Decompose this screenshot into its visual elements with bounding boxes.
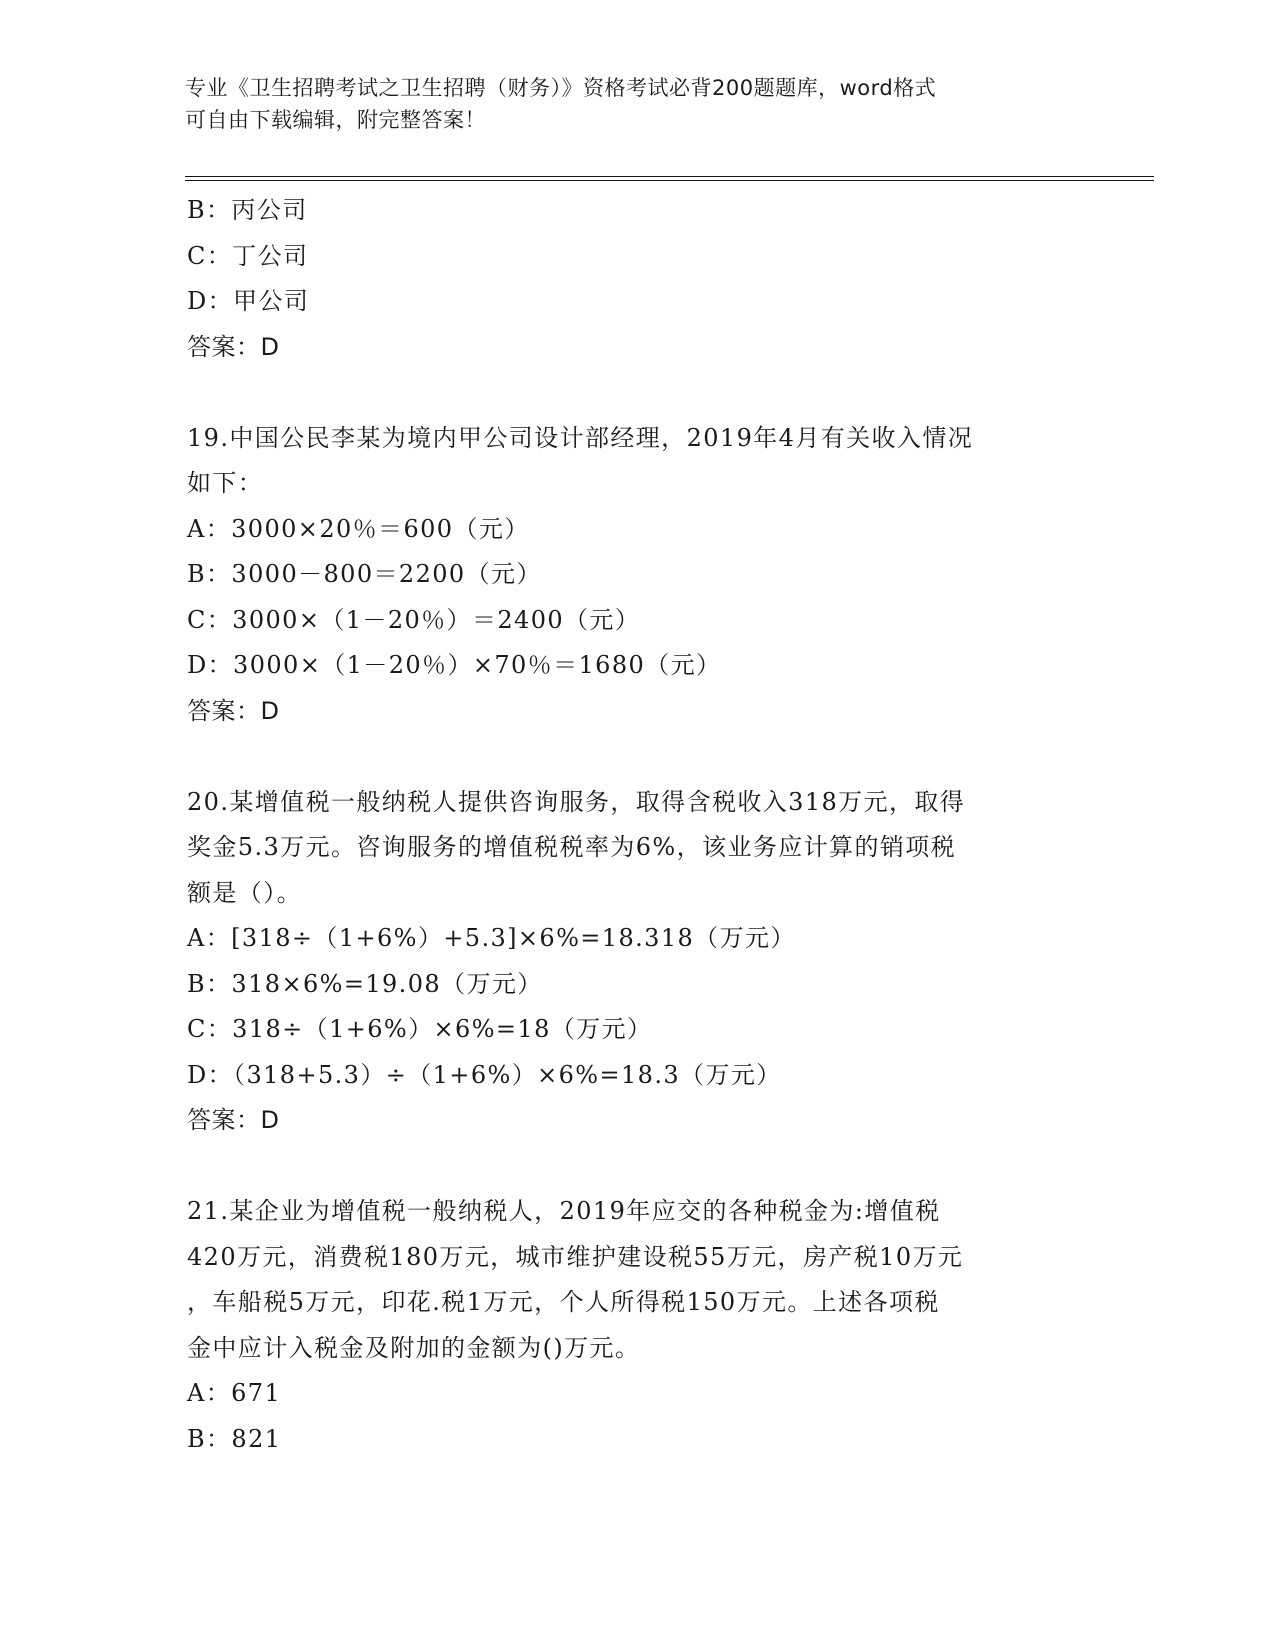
document-body — [187, 188, 1087, 1462]
spacer — [187, 1144, 1087, 1190]
spacer — [187, 370, 1087, 416]
question-text-line: 21.某企业为增值税一般纳税人，2019年应交的各种税金为:增值税 — [187, 1197, 941, 1225]
option-c: C：3000×（1－20％）＝2400（元） — [187, 605, 641, 634]
header-divider-bottom — [185, 180, 1154, 181]
question-21 — [187, 1189, 1087, 1462]
header-line-1: 专业《卫生招聘考试之卫生招聘（财务）》资格考试必背200题题库，word格式 — [185, 76, 937, 100]
header-line-2: 可自由下载编辑，附完整答案！ — [185, 108, 486, 132]
option-d: D：甲公司 — [187, 287, 310, 315]
option-a: A：3000×20％＝600（元） — [187, 514, 530, 543]
question-20 — [187, 780, 1087, 1144]
option-c: C：丁公司 — [187, 241, 309, 270]
question-text-line: ，车船税5万元，印花.税1万元，个人所得税150万元。上述各项税 — [187, 1288, 940, 1316]
question-text-line: 19.中国公民李某为境内甲公司设计部经理，2019年4月有关收入情况 — [187, 423, 974, 452]
option-d: D：（318+5.3）÷（1+6%）×6%=18.3（万元） — [187, 1060, 782, 1089]
answer-line: 答案：D — [187, 1106, 280, 1134]
option-b: B：3000－800＝2200（元） — [187, 560, 542, 588]
question-text-line: 奖金5.3万元。咨询服务的增值税税率为6%，该业务应计算的销项税 — [187, 833, 957, 861]
option-b: B：丙公司 — [187, 196, 308, 224]
question-18-continued — [187, 188, 1087, 370]
spacer — [187, 734, 1087, 780]
question-19 — [187, 416, 1087, 735]
question-text-line: 20.某增值税一般纳税人提供咨询服务，取得含税收入318万元，取得 — [187, 787, 966, 816]
answer-line: 答案：D — [187, 696, 280, 725]
question-text-line: 420万元，消费税180万元，城市维护建设税55万元，房产税10万元 — [187, 1242, 964, 1271]
option-b: B：318×6%=19.08（万元） — [187, 969, 543, 998]
option-a: A：671 — [187, 1379, 282, 1407]
option-a: A：[318÷（1+6%）+5.3]×6%=18.318（万元） — [187, 924, 796, 952]
document-header — [185, 72, 1065, 136]
option-d: D：3000×（1－20％）×70％＝1680（元） — [187, 651, 722, 679]
option-c: C：318÷（1+6%）×6%=18（万元） — [187, 1015, 653, 1043]
question-text-line: 金中应计入税金及附加的金额为()万元。 — [187, 1333, 641, 1362]
question-text-line: 如下： — [187, 469, 264, 497]
option-b: B：821 — [187, 1424, 282, 1453]
answer-line: 答案：D — [187, 332, 280, 361]
header-divider-top — [185, 176, 1154, 177]
question-text-line: 额是（）。 — [187, 878, 302, 907]
